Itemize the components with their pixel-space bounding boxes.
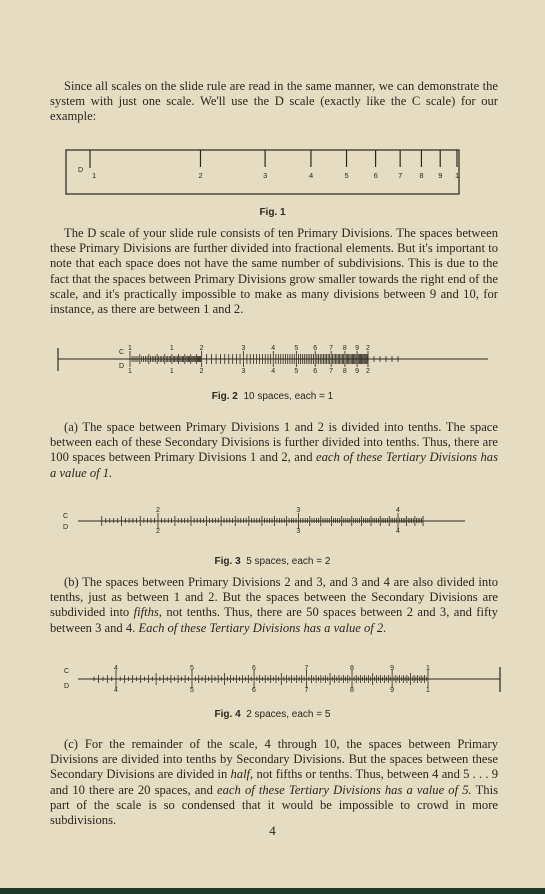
fig2-bottom-label: 5 [294,368,299,375]
fig4-top-label: 5 [189,665,194,672]
fig4-top-label: 7 [304,665,309,672]
fig1-scale-letter: D [78,167,84,174]
fig1-tick-label: 6 [373,171,378,180]
fig3-scale-d: D [63,524,69,531]
fig3-top-label: 3 [296,507,301,514]
fig2-bottom-label: 4 [271,368,276,375]
figure-3-caption: Fig. 3 5 spaces, each = 2 [214,556,331,567]
fig1-tick-label: 1 [455,171,460,180]
fig2-top-label: 1 [128,345,132,352]
fig1-tick-label: 3 [263,171,268,180]
fig1-tick-label: 7 [398,171,403,180]
fig3-bottom-label: 4 [396,528,400,535]
fig2-top-label: 5 [294,345,299,352]
paragraph-primary-divisions: The D scale of your slide rule consists of ten Primary Divisions. The spaces between these Primary Divisions are further divided into fractional elements. But it's important to note that each space does not have the same number of subdivisions. This is due to the fact that the spaces between Primary Divisions grow smaller towards the right end of the scale, and it's practically impossible to make as many divisions between 9 and 10, for instance, as there are between 1 and 2. [50,226,498,317]
fig4-bottom-label: 9 [390,687,395,694]
fig4-scale-d: D [64,683,70,690]
fig2-bottom-label: 7 [329,368,334,375]
fig2-scale-c: C [119,349,125,356]
paragraph-b: (b) The spaces between Primary Divisions 2 and 3, and 3 and 4 are also divided into tenths, just as between 1 and 2. But the spaces between the Secondary Divisions are subdivided into fifths, not tenths. Thus, there are 50 spaces between 2 and 3, and fifty between 3 and 4. Each of these Tertiary Divisions has a value of 2. [50,575,498,635]
fig2-top-label: 3 [241,345,246,352]
figure-1-caption: Fig. 1 [259,207,286,218]
fig4-top-label: 4 [114,665,118,672]
fig2-top-label: 2 [366,345,370,352]
fig1-tick-label: 1 [92,171,97,180]
fig4-top-label: 6 [252,665,256,672]
fig4-bottom-label: 5 [189,687,194,694]
paragraph-c: (c) For the remainder of the scale, 4 through 10, the spaces between Primary Divisions are divided into tenths by Secondary Divisions. But the spaces between these Secondary Divisions are divided in half, not fifths or tenths. Thus, between 4 and 5 . . . 9 and 10 there are 20 spaces, and each of these Tertiary Divisions has a value of 5. This part of the scale is so condensed that it would be impossible to crowd in more subdivisions. [50,737,498,828]
fig3-scale-c: C [63,513,69,520]
fig2-top-label: 1 [169,345,174,352]
page-number: 4 [269,823,276,838]
fig1-tick-label: 5 [344,171,349,180]
fig4-bottom-label: 8 [350,687,354,694]
fig2-bottom-label: 8 [342,368,347,375]
fig1-tick-label: 8 [419,171,424,180]
fig4-top-label: 1 [426,665,430,672]
figure-2-caption: Fig. 2 10 spaces, each = 1 [211,391,334,402]
fig3-top-label: 4 [396,507,400,514]
fig2-bottom-label: 2 [366,368,370,375]
fig4-top-label: 8 [350,665,354,672]
fig1-tick-label: 2 [198,171,203,180]
fig2-bottom-label: 3 [241,368,246,375]
page-bottom-edge [0,888,545,894]
fig2-bottom-label: 1 [128,368,132,375]
fig3-bottom-label: 2 [156,528,160,535]
fig2-top-label: 8 [342,345,347,352]
fig3-bottom-label: 3 [296,528,301,535]
fig2-top-label: 6 [313,345,318,352]
fig2-top-label: 9 [355,345,360,352]
fig4-bottom-label: 7 [304,687,309,694]
fig1-tick-label: 9 [438,171,443,180]
figure-4-caption: Fig. 4 2 spaces, each = 5 [214,709,331,720]
fig4-top-label: 9 [390,665,395,672]
fig4-scale-c: C [64,668,70,675]
fig2-bottom-label: 2 [199,368,204,375]
fig1-tick-label: 4 [308,171,314,180]
fig3-top-label: 2 [156,507,160,514]
fig4-bottom-label: 4 [114,687,118,694]
fig2-top-label: 7 [329,345,334,352]
fig4-bottom-label: 1 [426,687,430,694]
fig2-top-label: 2 [199,345,204,352]
fig2-bottom-label: 6 [313,368,318,375]
fig2-scale-d: D [119,363,125,370]
fig2-top-label: 4 [271,345,276,352]
fig2-bottom-label: 9 [355,368,360,375]
paragraph-intro: Since all scales on the slide rule are read in the same manner, we can demonstrate the system with just one scale. We'll use the D scale (exactly like the C scale) for our example: [50,79,498,124]
fig2-bottom-label: 1 [169,368,174,375]
fig4-bottom-label: 6 [252,687,256,694]
paragraph-a: (a) The space between Primary Divisions 1 and 2 is divided into tenths. The space between each of these Secondary Divisions is further divided into tenths. Thus, there are 100 spaces between Primary Divisions 1 and 2, and each of these Tertiary Divisions has a value of 1. [50,420,499,480]
